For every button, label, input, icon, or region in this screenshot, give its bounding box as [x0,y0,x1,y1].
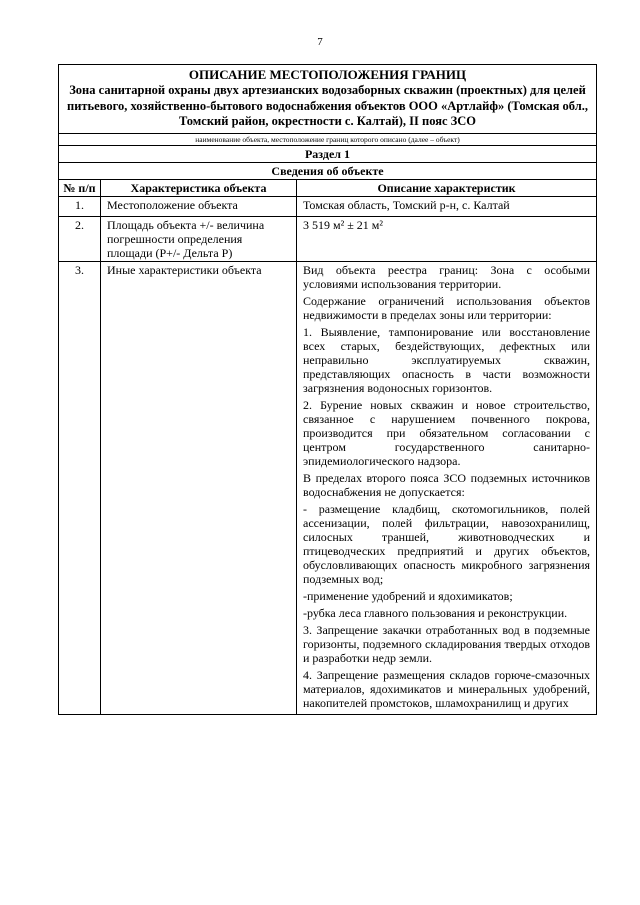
row-characteristic: Иные характеристики объекта [101,261,297,714]
description-paragraph: 2. Бурение новых скважин и новое строительство, связанное с нарушением почвенного покрова, производится при обязательном согласовании с центром государственного санитарно-эпидемиологического надзора. [303,397,591,468]
description-paragraph: 3. Запрещение закачки отработанных вод в подземные горизонты, подземного складирования твердых отходов и разработки недр земли. [303,622,591,665]
column-header-description: Описание характеристик [297,179,597,196]
row-number: 3. [59,261,101,714]
description-paragraph: Вид объекта реестра границ: Зона с особыми условиями использования территории. [303,262,591,291]
description-paragraph: 3 519 м² ± 21 м² [303,217,383,232]
row-description [297,216,597,261]
description-paragraph: Томская область, Томский р-н, с. Калтай [303,197,510,212]
table-row [59,261,597,714]
description-paragraph: Содержание ограничений использования объектов недвижимости в пределах зоны или территории: [303,293,591,322]
table-row [59,216,597,261]
section-subtitle-row [59,162,597,179]
section-title: Раздел 1 [59,145,597,162]
boundary-description-table [58,64,597,715]
caption-row [59,133,597,145]
table-body [59,196,597,714]
row-characteristic: Местоположение объекта [101,196,297,216]
column-header-characteristic: Характеристика объекта [101,179,297,196]
document-title [59,65,597,134]
header-row [59,179,597,196]
row-number: 2. [59,216,101,261]
column-header-number: № п/п [59,179,101,196]
title-row [59,65,597,134]
description-paragraph: -применение удобрений и ядохимикатов; [303,588,513,603]
description-paragraph: 4. Запрещение размещения складов горюче-смазочных материалов, ядохимикатов и минеральных удобрений, накопителей промстоков, шламохранилищ и других [303,667,591,710]
description-paragraph: - размещение кладбищ, скотомогильников, полей ассенизации, полей фильтрации, навозохранилищ, силосных траншей, животноводческих и птицеводческих предприятий и других объектов, обусловливающих опасность микробного загрязнения подземных вод; [303,501,591,586]
row-characteristic: Площадь объекта +/- величина погрешности определения площади (P+/- Дельта P) [101,216,297,261]
description-paragraph: В пределах второго пояса ЗСО подземных источников водоснабжения не допускается: [303,470,591,499]
document-title-main: ОПИСАНИЕ МЕСТОПОЛОЖЕНИЯ ГРАНИЦ [188,67,467,82]
table-row [59,196,597,216]
row-description [297,261,597,714]
section-row [59,145,597,162]
description-paragraph: -рубка леса главного пользования и реконструкции. [303,605,568,620]
row-number: 1. [59,196,101,216]
document-title-object: Зона санитарной охраны двух артезианских водозаборных скважин (проектных) для целей питьевого, хозяйственно-бытового водоснабжения объектов ООО «Артлайф» (Томская обл., Томский район, окрестности с. Калтай), II пояс ЗСО [67,83,588,128]
section-subtitle: Сведения об объекте [59,162,597,179]
object-caption: наименование объекта, местоположение границ которого описано (далее – объект) [59,133,597,145]
page-number: 7 [317,36,323,48]
row-description [297,196,597,216]
description-paragraph: 1. Выявление, тампонирование или восстановление всех старых, бездействующих, дефектных или неправильно эксплуатируемых скважин, представляющих опасность в части возможности загрязнения водоносных горизонтов. [303,324,591,395]
